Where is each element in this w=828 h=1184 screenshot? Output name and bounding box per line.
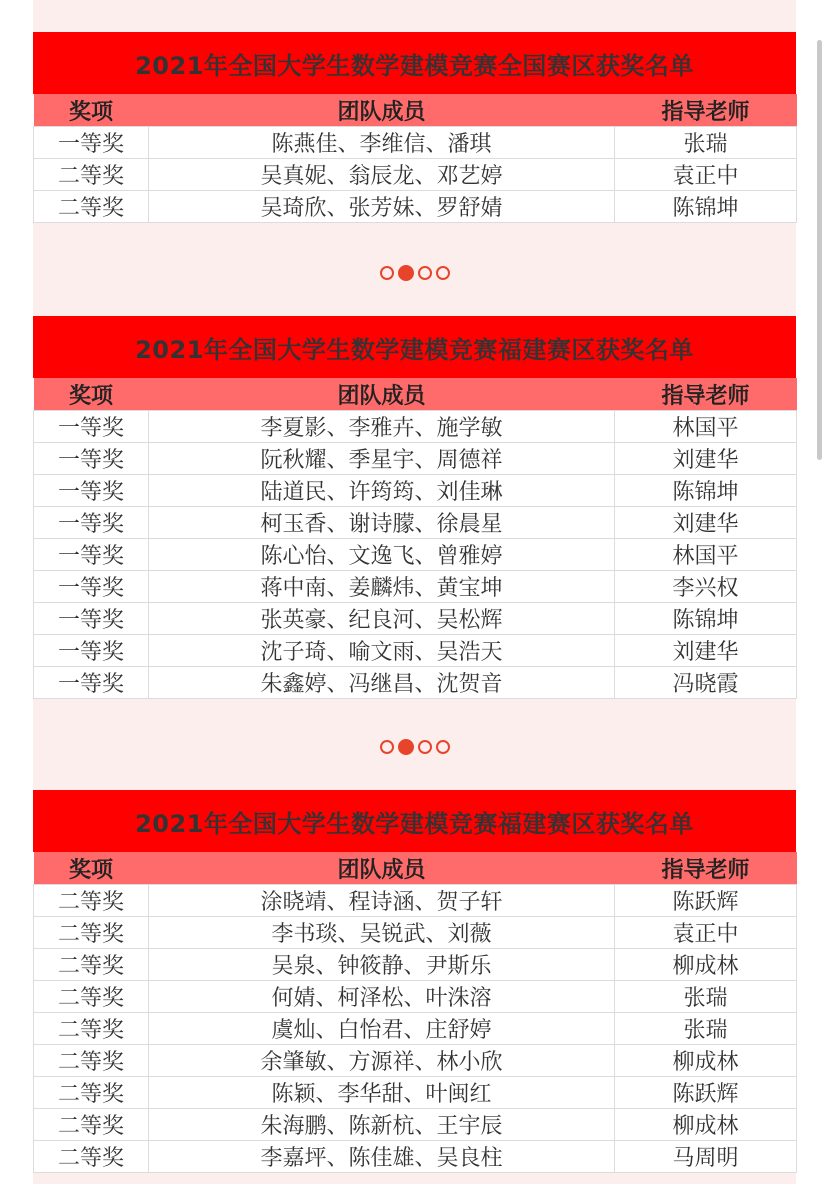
award-cell: 一等奖 xyxy=(34,443,149,475)
award-table xyxy=(33,378,797,699)
members-cell: 阮秋耀、季星宇、周德祥 xyxy=(149,443,615,475)
table-row xyxy=(34,191,797,223)
award-panel-3 xyxy=(33,790,796,1173)
award-cell: 一等奖 xyxy=(34,127,149,159)
award-header: 奖项 xyxy=(34,378,149,411)
advisor-cell: 陈锦坤 xyxy=(615,603,797,635)
panel-title: 2021年全国大学生数学建模竞赛全国赛区获奖名单 xyxy=(33,32,796,94)
members-cell: 蒋中南、姜麟炜、黄宝坤 xyxy=(149,571,615,603)
advisor-header: 指导老师 xyxy=(615,852,797,885)
table-row xyxy=(34,571,797,603)
members-cell: 李夏影、李雅卉、施学敏 xyxy=(149,411,615,443)
advisor-cell: 冯晓霞 xyxy=(615,667,797,699)
advisor-cell: 袁正中 xyxy=(615,917,797,949)
award-header: 奖项 xyxy=(34,94,149,127)
award-cell: 二等奖 xyxy=(34,949,149,981)
advisor-header: 指导老师 xyxy=(615,378,797,411)
advisor-cell: 柳成林 xyxy=(615,949,797,981)
members-header: 团队成员 xyxy=(149,94,615,127)
carousel-dot[interactable] xyxy=(418,266,432,280)
award-cell: 二等奖 xyxy=(34,981,149,1013)
carousel-dot[interactable] xyxy=(436,266,450,280)
carousel-dot[interactable] xyxy=(418,740,432,754)
table-row xyxy=(34,539,797,571)
members-header: 团队成员 xyxy=(149,852,615,885)
table-row xyxy=(34,635,797,667)
members-cell: 沈子琦、喻文雨、吴浩天 xyxy=(149,635,615,667)
advisor-cell: 陈锦坤 xyxy=(615,475,797,507)
members-cell: 何婧、柯泽松、叶洙溶 xyxy=(149,981,615,1013)
award-cell: 二等奖 xyxy=(34,1013,149,1045)
advisor-header: 指导老师 xyxy=(615,94,797,127)
table-row xyxy=(34,981,797,1013)
advisor-cell: 李兴权 xyxy=(615,571,797,603)
advisor-cell: 刘建华 xyxy=(615,507,797,539)
table-row xyxy=(34,443,797,475)
advisor-cell: 林国平 xyxy=(615,539,797,571)
table-row xyxy=(34,949,797,981)
advisor-cell: 林国平 xyxy=(615,411,797,443)
table-row xyxy=(34,411,797,443)
members-header: 团队成员 xyxy=(149,378,615,411)
award-cell: 一等奖 xyxy=(34,475,149,507)
carousel-dot[interactable] xyxy=(380,266,394,280)
carousel-dot[interactable] xyxy=(380,740,394,754)
table-row xyxy=(34,475,797,507)
members-cell: 虞灿、白怡君、庄舒婷 xyxy=(149,1013,615,1045)
advisor-cell: 张瑞 xyxy=(615,127,797,159)
advisor-cell: 柳成林 xyxy=(615,1045,797,1077)
table-row xyxy=(34,127,797,159)
members-cell: 朱海鹏、陈新杭、王宇辰 xyxy=(149,1109,615,1141)
award-cell: 一等奖 xyxy=(34,603,149,635)
table-row xyxy=(34,1045,797,1077)
members-cell: 柯玉香、谢诗朦、徐晨星 xyxy=(149,507,615,539)
content-column xyxy=(33,0,796,1184)
header-row xyxy=(34,852,797,885)
carousel-dot[interactable] xyxy=(398,265,414,281)
members-cell: 李嘉坪、陈佳雄、吴良柱 xyxy=(149,1141,615,1173)
award-cell: 二等奖 xyxy=(34,1045,149,1077)
award-cell: 一等奖 xyxy=(34,411,149,443)
members-cell: 张英豪、纪良河、吴松辉 xyxy=(149,603,615,635)
table-row xyxy=(34,1141,797,1173)
members-cell: 陈心怡、文逸飞、曾雅婷 xyxy=(149,539,615,571)
award-cell: 一等奖 xyxy=(34,571,149,603)
award-table xyxy=(33,94,797,223)
header-row xyxy=(34,94,797,127)
members-cell: 余肇敏、方源祥、林小欣 xyxy=(149,1045,615,1077)
award-panel-1 xyxy=(33,32,796,223)
header-row xyxy=(34,378,797,411)
table-row xyxy=(34,917,797,949)
advisor-cell: 陈锦坤 xyxy=(615,191,797,223)
members-cell: 朱鑫婷、冯继昌、沈贺音 xyxy=(149,667,615,699)
award-cell: 二等奖 xyxy=(34,1109,149,1141)
table-row xyxy=(34,1013,797,1045)
carousel-dot[interactable] xyxy=(398,739,414,755)
advisor-cell: 刘建华 xyxy=(615,635,797,667)
carousel-dot[interactable] xyxy=(436,740,450,754)
advisor-cell: 刘建华 xyxy=(615,443,797,475)
table-row xyxy=(34,667,797,699)
award-cell: 一等奖 xyxy=(34,635,149,667)
award-cell: 二等奖 xyxy=(34,1141,149,1173)
advisor-cell: 陈跃辉 xyxy=(615,885,797,917)
carousel-indicator xyxy=(33,262,796,284)
panel-title: 2021年全国大学生数学建模竞赛福建赛区获奖名单 xyxy=(33,316,796,378)
award-cell: 二等奖 xyxy=(34,885,149,917)
table-row xyxy=(34,1109,797,1141)
advisor-cell: 陈跃辉 xyxy=(615,1077,797,1109)
panel-title: 2021年全国大学生数学建模竞赛福建赛区获奖名单 xyxy=(33,790,796,852)
table-row xyxy=(34,159,797,191)
members-cell: 涂晓靖、程诗涵、贺子轩 xyxy=(149,885,615,917)
scrollbar[interactable] xyxy=(817,40,822,460)
advisor-cell: 柳成林 xyxy=(615,1109,797,1141)
award-header: 奖项 xyxy=(34,852,149,885)
table-row xyxy=(34,603,797,635)
award-panel-2 xyxy=(33,316,796,699)
members-cell: 吴琦欣、张芳妹、罗舒婧 xyxy=(149,191,615,223)
award-cell: 一等奖 xyxy=(34,539,149,571)
advisor-cell: 袁正中 xyxy=(615,159,797,191)
members-cell: 陈燕佳、李维信、潘琪 xyxy=(149,127,615,159)
award-cell: 二等奖 xyxy=(34,917,149,949)
award-cell: 二等奖 xyxy=(34,191,149,223)
table-row xyxy=(34,885,797,917)
award-cell: 二等奖 xyxy=(34,159,149,191)
members-cell: 陆道民、许筠筠、刘佳琳 xyxy=(149,475,615,507)
advisor-cell: 马周明 xyxy=(615,1141,797,1173)
members-cell: 吴真妮、翁辰龙、邓艺婷 xyxy=(149,159,615,191)
award-cell: 一等奖 xyxy=(34,667,149,699)
members-cell: 吴泉、钟筱静、尹斯乐 xyxy=(149,949,615,981)
table-row xyxy=(34,507,797,539)
advisor-cell: 张瑞 xyxy=(615,1013,797,1045)
award-cell: 一等奖 xyxy=(34,507,149,539)
advisor-cell: 张瑞 xyxy=(615,981,797,1013)
award-cell: 二等奖 xyxy=(34,1077,149,1109)
award-table xyxy=(33,852,797,1173)
carousel-indicator xyxy=(33,736,796,758)
members-cell: 李书琰、吴锐武、刘薇 xyxy=(149,917,615,949)
table-row xyxy=(34,1077,797,1109)
members-cell: 陈颖、李华甜、叶闽红 xyxy=(149,1077,615,1109)
